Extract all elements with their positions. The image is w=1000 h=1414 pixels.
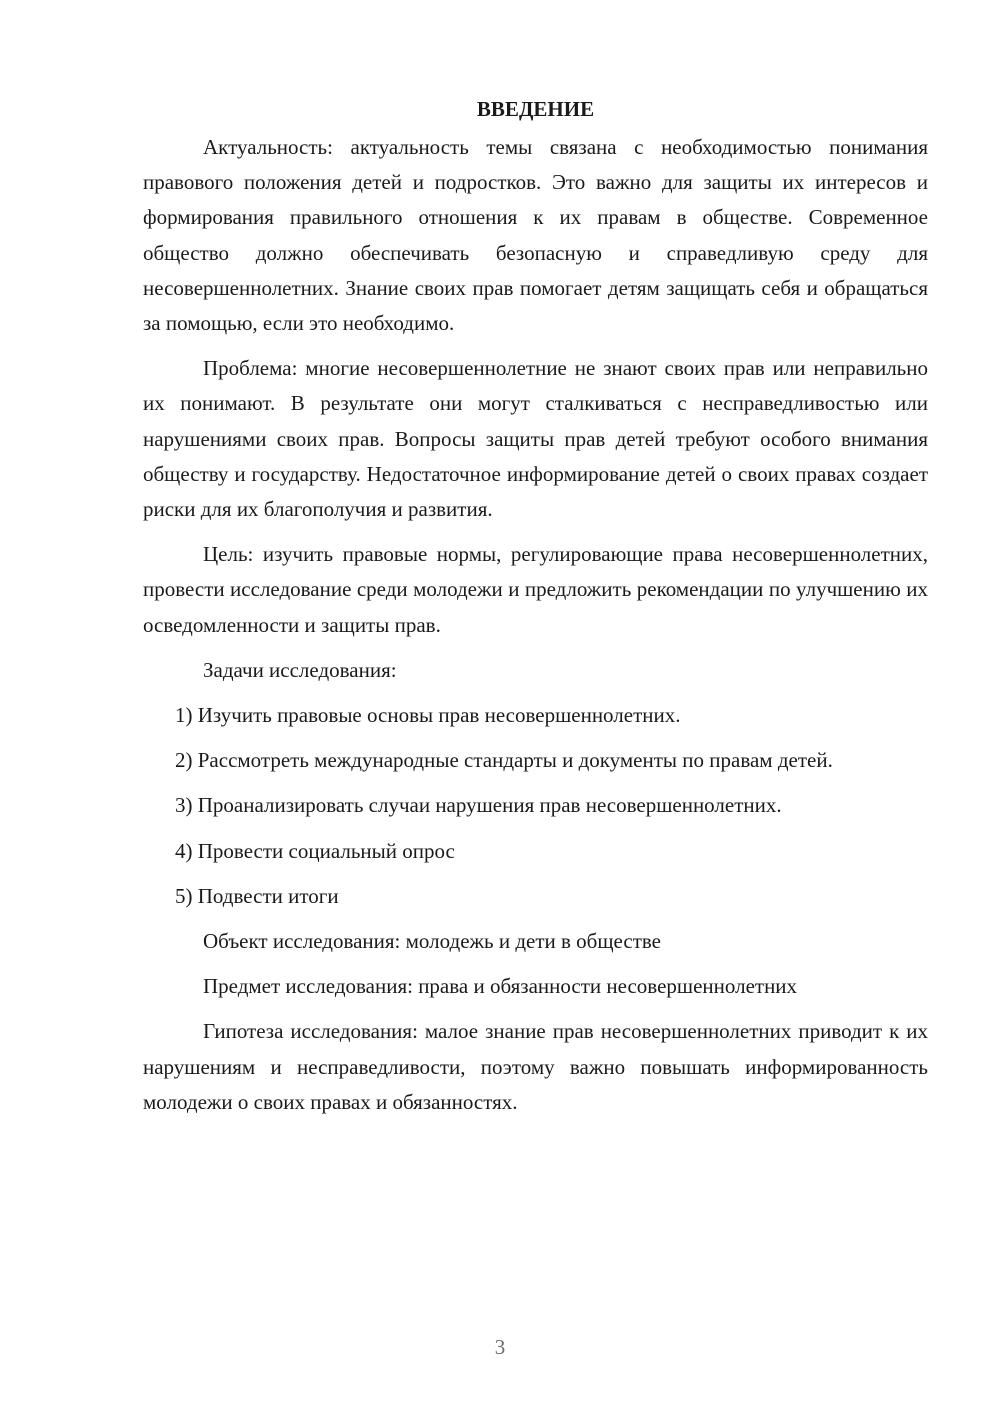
task-item-4: 4) Провести социальный опрос	[175, 838, 455, 863]
tasks-heading: Задачи исследования:	[203, 657, 397, 682]
goal-paragraph: Цель: изучить правовые нормы, регулировающие права несовершеннолетних, провести исследование среди молодежи и предложить рекомендации по улучшению их осведомленности и защиты прав.	[143, 542, 928, 637]
subject-paragraph: Предмет исследования: права и обязанности несовершеннолетних	[203, 974, 798, 999]
task-item-5: 5) Подвести итоги	[175, 883, 339, 908]
object-paragraph: Объект исследования: молодежь и дети в обществе	[203, 929, 661, 954]
task-item-1: 1) Изучить правовые основы прав несовершеннолетних.	[175, 703, 681, 728]
section-title: ВВЕДЕНИЕ	[476, 97, 595, 121]
page-number: 3	[494, 1335, 506, 1359]
task-item-3: 3) Проанализировать случаи нарушения прав несовершеннолетних.	[175, 793, 782, 818]
document-page	[143, 92, 928, 1130]
hypothesis-paragraph: Гипотеза исследования: малое знание прав несовершеннолетних приводит к их нарушениям и несправедливости, поэтому важно повышать информированность молодежи о своих правах и обязанностях.	[143, 1019, 928, 1114]
task-item-2: 2) Рассмотреть международные стандарты и документы по правам детей.	[175, 748, 833, 773]
relevance-paragraph: Актуальность: актуальность темы связана с необходимостью понимания правового положения детей и подростков. Это важно для защиты их интересов и формирования правильного отношения к их правам в обществе. Современное общество должно обеспечивать безопасную и справедливую среду для несовершеннолетних. Знание своих прав помогает детям защищать себя и обращаться за помощью, если это необходимо.	[143, 135, 928, 336]
problem-paragraph: Проблема: многие несовершеннолетние не знают своих прав или неправильно их понимают. В результате они могут сталкиваться с несправедливостью или нарушениями своих прав. Вопросы защиты прав детей требуют особого внимания обществу и государству. Недостаточное информирование детей о своих правах создает риски для их благополучия и развития.	[143, 356, 928, 522]
